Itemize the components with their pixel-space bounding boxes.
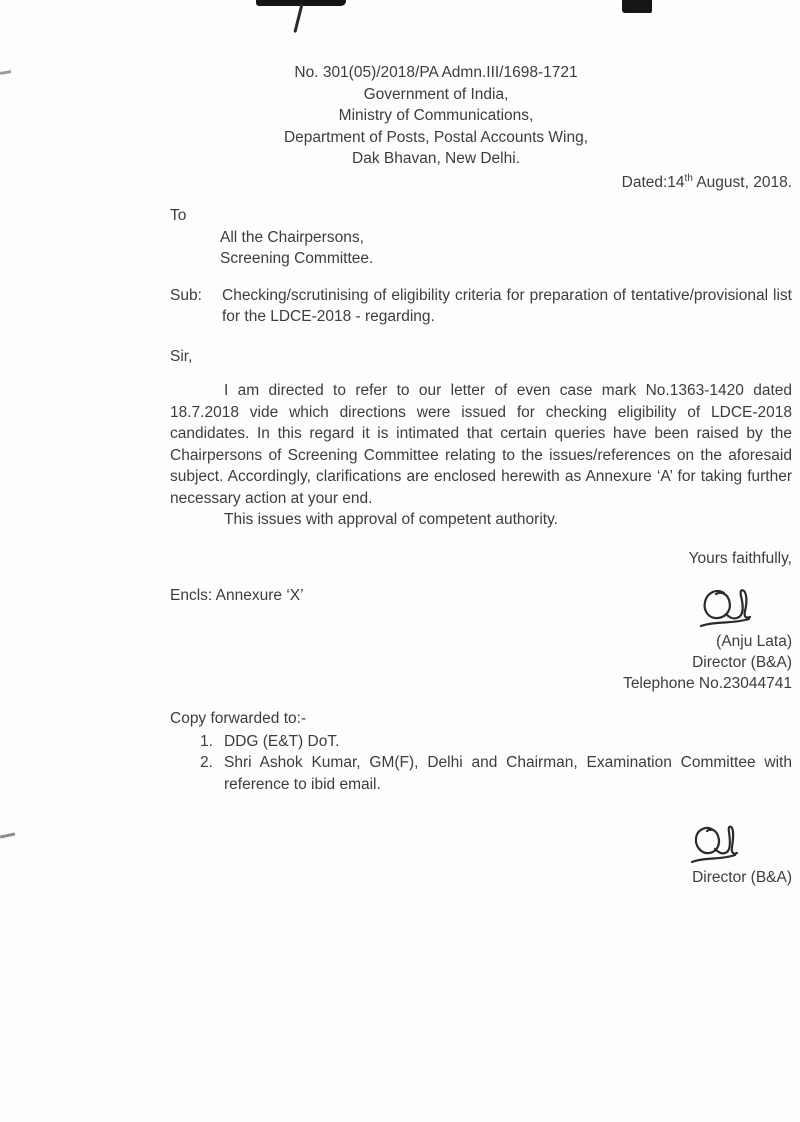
- date-text: August, 2018.: [692, 173, 792, 191]
- signature: [686, 821, 740, 865]
- enclosure-note: Encls: Annexure ‘X’: [170, 587, 304, 604]
- date-line: [170, 172, 792, 194]
- signatory-block: [623, 585, 792, 694]
- scan-artifact: [0, 832, 15, 838]
- body-paragraph: This issues with approval of competent authority.: [224, 511, 558, 528]
- signatory-phone: Telephone No.23044741: [623, 675, 792, 692]
- copy-item: [200, 752, 792, 795]
- copy-item-text: DDG (E&T) DoT.: [224, 732, 340, 750]
- letter-content: [170, 62, 792, 889]
- footer-designation: Director (B&A): [692, 869, 792, 886]
- subject-text: Checking/scrutinising of eligibility criteria for preparation of tentative/provisional list for the LDCE-2018 - regarding.: [222, 286, 792, 325]
- copy-item-number: 1.: [200, 732, 213, 750]
- copy-list: [200, 731, 792, 796]
- reference-number: No. 301(05)/2018/PA Admn.III/1698-1721: [294, 64, 578, 81]
- recipient-line: All the Chairpersons,: [220, 228, 364, 246]
- signature-row: [170, 585, 792, 694]
- org-line: Ministry of Communications,: [338, 107, 534, 124]
- signatory-name: (Anju Lata): [716, 633, 792, 650]
- org-line: Department of Posts, Postal Accounts Wing,: [283, 128, 589, 146]
- date-ordinal: th: [684, 172, 693, 184]
- subject-block: [170, 285, 792, 328]
- date-text: Dated:14: [621, 173, 685, 191]
- scan-artifact: [293, 3, 303, 33]
- salutation: Sir,: [170, 347, 193, 365]
- scan-artifact: [0, 70, 11, 74]
- signatory-designation: Director (B&A): [692, 654, 792, 671]
- copy-item-number: 2.: [200, 754, 213, 771]
- copy-item: [200, 731, 792, 753]
- signature: [694, 585, 754, 629]
- body-paragraph: I am directed to refer to our letter of even case mark No.1363-1420 dated 18.7.2018 vide which directions were issued for checking eligibility of LDCE-2018 candidates. In this regard it is intimated that certain queries have been raised by the Chairpersons of Screening Committee relating to the issues/references on the aforesaid subject. Accordingly, clarifications are enclosed herewith as Annexure ‘A’ for taking further necessary action at your end.: [170, 382, 792, 507]
- org-line: Government of India,: [363, 85, 509, 103]
- valediction: Yours faithfully,: [688, 549, 792, 567]
- copy-heading: Copy forwarded to:-: [170, 710, 307, 727]
- recipient-block: [220, 227, 792, 270]
- org-line: Dak Bhavan, New Delhi.: [352, 150, 520, 167]
- scan-artifact: [622, 0, 652, 13]
- footer-signature-block: [170, 821, 792, 889]
- copy-section: [170, 708, 792, 795]
- letterhead: [170, 62, 702, 170]
- recipient-line: Screening Committee.: [220, 250, 374, 267]
- copy-item-text: Shri Ashok Kumar, GM(F), Delhi and Chairman, Examination Committee with reference to ibid email.: [224, 754, 792, 793]
- recipient-to: To: [170, 207, 187, 224]
- subject-label: Sub:: [170, 286, 202, 304]
